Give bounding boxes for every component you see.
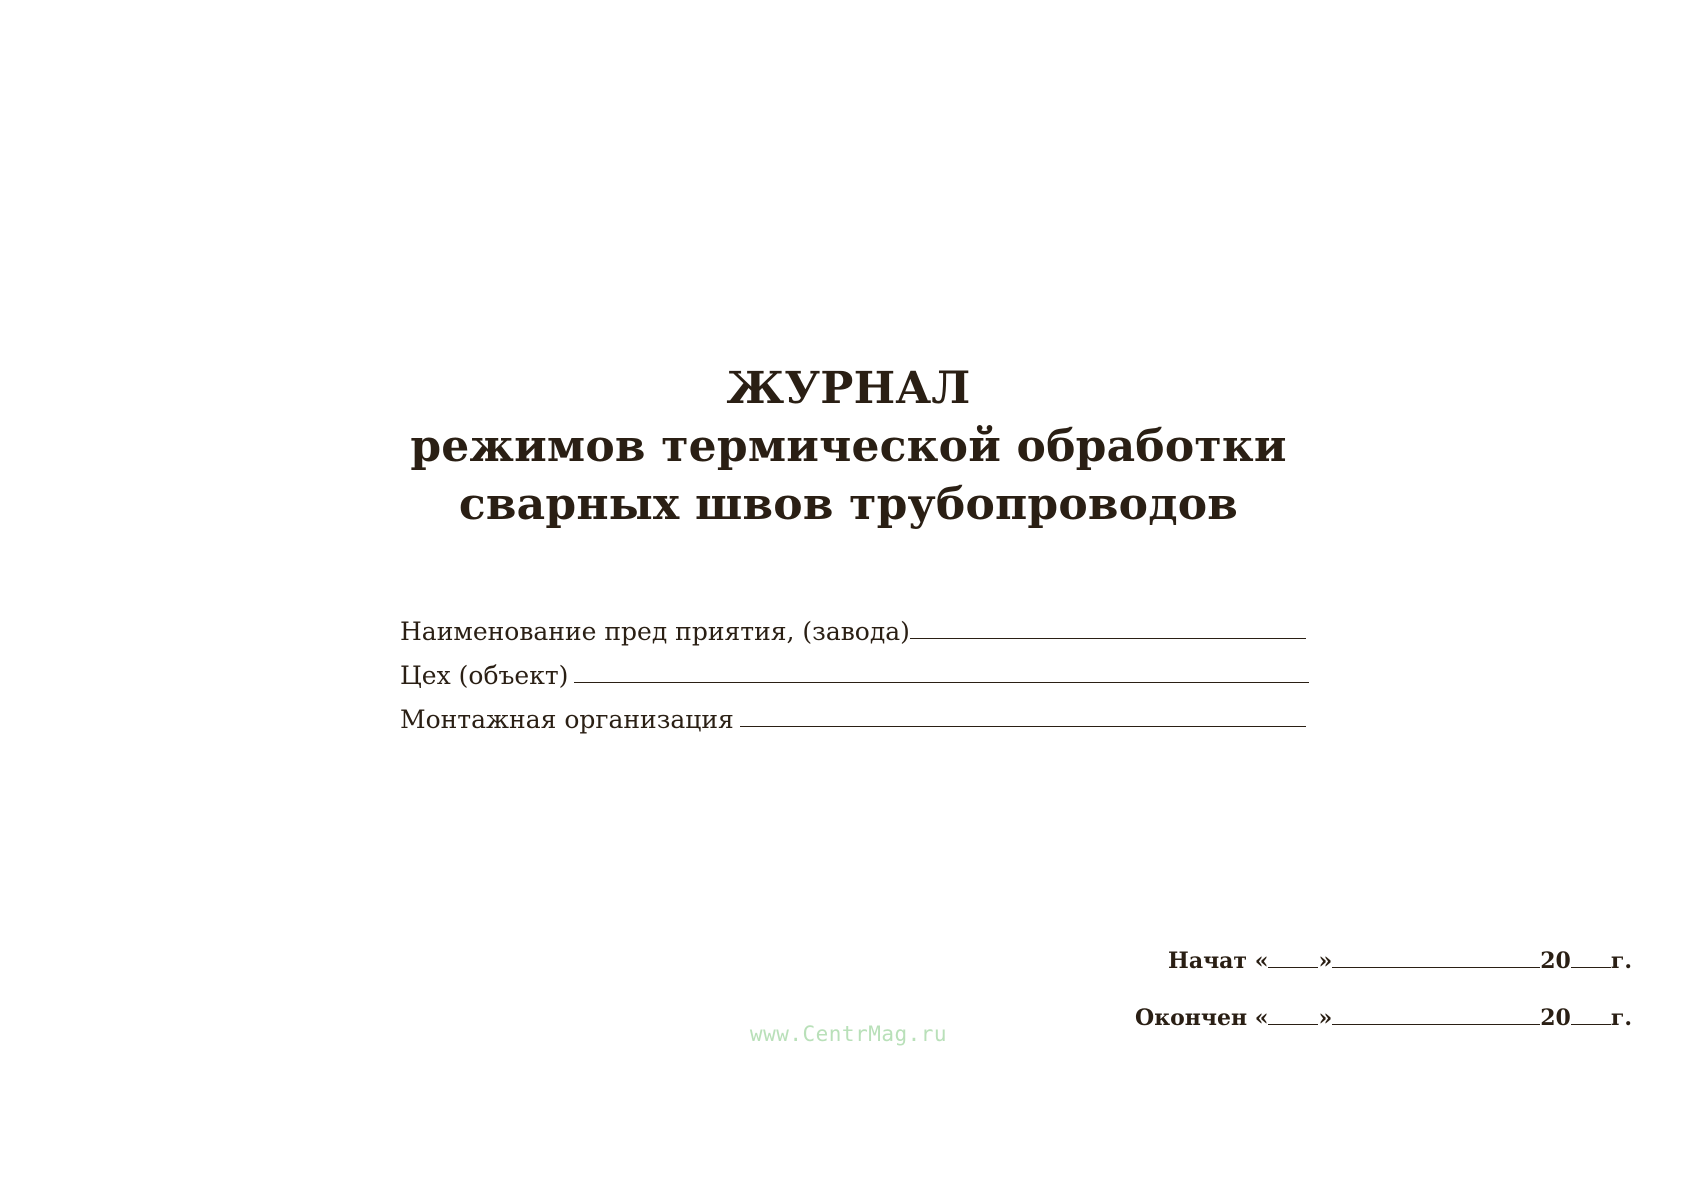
enterprise-field[interactable]: [400, 612, 1306, 646]
enterprise-field-line[interactable]: [910, 638, 1306, 639]
organization-field[interactable]: [400, 700, 1306, 734]
organization-field-line[interactable]: [740, 726, 1306, 727]
start-date-row: [1168, 942, 1632, 974]
finish-year-prefix: 20: [1540, 1005, 1571, 1031]
shop-field-label: Цех (объект): [400, 661, 569, 690]
start-day-blank[interactable]: [1268, 967, 1318, 968]
start-close-quote: »: [1318, 948, 1333, 974]
start-date-label: Начат «: [1168, 948, 1269, 974]
watermark: www.CentrMag.ru: [749, 1022, 948, 1046]
start-year-prefix: 20: [1540, 948, 1571, 974]
start-month-blank[interactable]: [1332, 967, 1540, 968]
finish-year-suffix: г.: [1610, 1005, 1632, 1031]
enterprise-field-label: Наименование пред приятия, (завода): [400, 617, 910, 646]
shop-field[interactable]: [400, 656, 1309, 690]
start-year-suffix: г.: [1610, 948, 1632, 974]
document-title: [0, 360, 1697, 534]
shop-field-line[interactable]: [574, 682, 1309, 683]
finish-date-label: Окончен «: [1135, 1005, 1269, 1031]
title-line-1: ЖУРНАЛ: [726, 363, 971, 414]
title-line-3: сварных швов трубопроводов: [458, 479, 1239, 530]
start-year-blank[interactable]: [1571, 967, 1611, 968]
organization-field-label: Монтажная организация: [400, 705, 734, 734]
title-line-2: режимов термической обработки: [410, 421, 1287, 472]
finish-close-quote: »: [1318, 1005, 1333, 1031]
